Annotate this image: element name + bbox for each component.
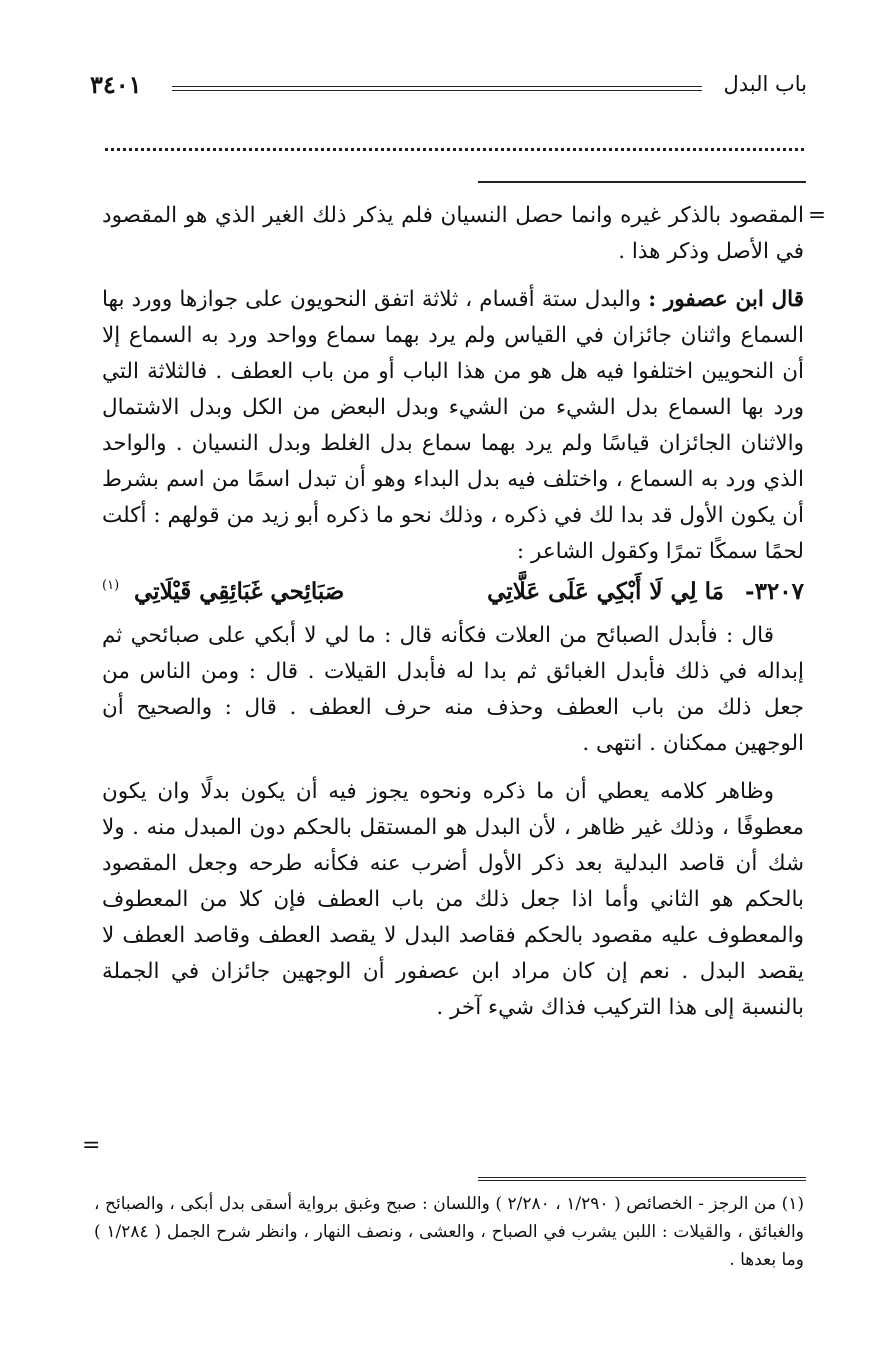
quote-author: قال ابن عصفور :	[648, 287, 804, 312]
continuation-mark: =	[807, 203, 826, 228]
continues-mark: =	[82, 1133, 101, 1158]
paragraph-1-text: والبدل ستة أقسام ، ثلاثة اتفق النحويون على جوازها وورد بها السماع واثنان جائزان في القياس ولم يرد بهما سماع وواحد ورد به السماع إلا أن النحويين اختلفوا فيه هل هو من هذا الباب أو من باب العطف . فالثلاثة التي ورد بها السماع بدل الشيء من الشيء وبدل البعض من الكل وبدل الاشتمال والاثنان الجائزان قياسًا ولم يرد بهما سماع بدل الغلط وبدل النسيان . والواحد الذي ورد به السماع ، واختلف فيه بدل البداء وهو أن تبدل اسمًا من اسم بشرط أن يكون الأول قد بدا لك في ذكره ، وذلك نحو ما ذكره أبو زيد من قولهم : أكلت لحمًا سمكًا تمرًا وكقول الشاعر :	[102, 287, 804, 564]
footnote-text: (١) من الرجز - الخصائص ( ١/٢٩٠ ، ٢/٢٨٠ ) واللسان : صبح وغبق برواية أسقى بدل أبكى ، والصبائح ، والغبائق ، والقيلات : اللبن يشرب في الصباح ، والعشى ، ونصف النهار ، وانظر شرح الجمل ( ١/٢٨٤ ) وما بعدها .	[94, 1194, 804, 1270]
main-text	[102, 198, 826, 1026]
footnote-separator-line	[478, 1177, 806, 1181]
page-number: ٣٤٠١	[90, 70, 142, 99]
header-rule	[172, 86, 702, 91]
verse-number: ٣٢٠٧-	[745, 578, 804, 605]
footnote	[94, 1190, 804, 1274]
dotted-separator	[105, 138, 804, 151]
poetry-verse	[102, 574, 804, 616]
verse-hemistich-1: مَا لِي لَا أَبْكِي عَلَى عَلَّاتِي	[487, 578, 724, 605]
footnote-reference: (١)	[102, 578, 120, 593]
paragraph-ibn-usfur	[102, 282, 804, 570]
continuation-text: المقصود بالذكر غيره وانما حصل النسيان فلم يذكر ذلك الغير الذي هو المقصود في الأصل وذكر هذا .	[102, 203, 804, 264]
paragraph-3: وظاهر كلامه يعطي أن ما ذكره ونحوه يجوز فيه أن يكون بدلًا وان يكون معطوفًا ، وذلك غير ظاهر ، لأن البدل هو المستقل بالحكم دون المبدل منه . ولا شك أن قاصد البدلية بعد ذكر الأول أضرب عنه فكأنه طرحه وجعل المقصود بالحكم هو الثاني وأما اذا جعل ذلك من باب العطف فإن كلا من المعطوف والمعطوف عليه مقصود بالحكم فقاصد البدل لا يقصد العطف وقاصد العطف لا يقصد البدل . نعم إن كان مراد ابن عصفور أن الوجهين جائزان في الجملة بالنسبة إلى هذا التركيب فذاك شيء آخر .	[102, 779, 804, 1020]
continuation-paragraph	[102, 198, 826, 270]
chapter-title: باب البدل	[723, 72, 807, 96]
top-separator-line	[478, 181, 806, 183]
paragraph-2: قال : فأبدل الصبائح من العلات فكأنه قال : ما لي لا أبكي على صبائحي ثم إبداله في ذلك فأبدل الغبائق ثم بدا له فأبدل القيلات . قال : ومن الناس من جعل ذلك من باب العطف وحذف منه حرف العطف . قال : والصحيح أن الوجهين ممكنان . انتهى .	[102, 623, 804, 756]
verse-hemistich-2: صَبَائِحي غَبَائِقِي قَيْلَاتِي	[134, 578, 345, 605]
page-header	[90, 70, 807, 110]
